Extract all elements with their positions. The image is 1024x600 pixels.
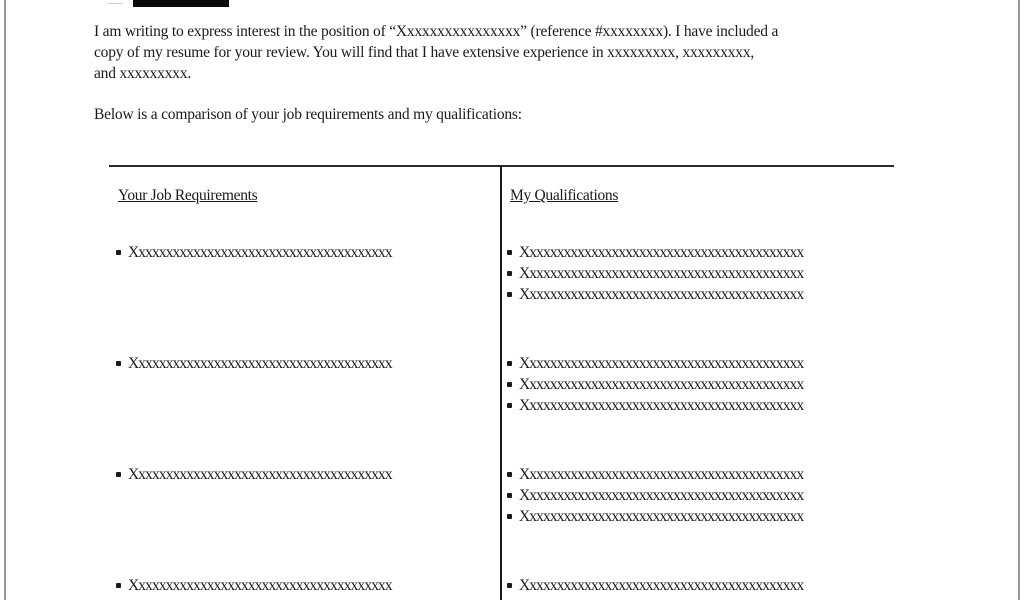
bullet-icon [507, 583, 512, 588]
qualification-text: Xxxxxxxxxxxxxxxxxxxxxxxxxxxxxxxxxxxxxxxxx [519, 487, 804, 504]
intro-line-2: copy of my resume for your review. You will find that I have extensive experience in xxxxxxxxx, xxxxxxxxx, [94, 44, 755, 61]
qualification-text: Xxxxxxxxxxxxxxxxxxxxxxxxxxxxxxxxxxxxxxxxx [519, 397, 804, 414]
requirement-text: Xxxxxxxxxxxxxxxxxxxxxxxxxxxxxxxxxxxxxx [128, 466, 392, 483]
table-column-divider [500, 166, 502, 600]
qualification-list-3 [507, 464, 803, 527]
list-item [507, 464, 803, 485]
bullet-icon [507, 361, 512, 366]
column-header-qualifications: My Qualifications [510, 187, 619, 204]
list-item [507, 395, 803, 416]
bullet-icon [507, 493, 512, 498]
list-item [507, 284, 803, 305]
bullet-icon [116, 472, 121, 477]
page-border-right [1018, 0, 1020, 600]
requirement-list-1 [116, 242, 392, 263]
qualification-text: Xxxxxxxxxxxxxxxxxxxxxxxxxxxxxxxxxxxxxxxxx [519, 355, 804, 372]
redacted-header-block [133, 0, 229, 7]
comparison-intro-text: Below is a comparison of your job requirements and my qualifications: [94, 106, 522, 123]
list-item [507, 374, 803, 395]
list-item [507, 242, 803, 263]
qualification-text: Xxxxxxxxxxxxxxxxxxxxxxxxxxxxxxxxxxxxxxxxx [519, 265, 804, 282]
requirement-text: Xxxxxxxxxxxxxxxxxxxxxxxxxxxxxxxxxxxxxx [128, 244, 392, 261]
bullet-icon [507, 382, 512, 387]
list-item [116, 353, 392, 374]
list-item [116, 575, 392, 596]
bullet-icon [507, 271, 512, 276]
requirement-text: Xxxxxxxxxxxxxxxxxxxxxxxxxxxxxxxxxxxxxx [128, 355, 392, 372]
bullet-icon [507, 403, 512, 408]
qualification-text: Xxxxxxxxxxxxxxxxxxxxxxxxxxxxxxxxxxxxxxxxx [519, 244, 804, 261]
qualification-list-1 [507, 242, 803, 305]
bullet-icon [507, 472, 512, 477]
qualification-text: Xxxxxxxxxxxxxxxxxxxxxxxxxxxxxxxxxxxxxxxxx [519, 286, 804, 303]
bullet-icon [116, 583, 121, 588]
page-border-left [4, 0, 6, 600]
list-item [507, 506, 803, 527]
requirement-list-2 [116, 353, 392, 374]
qualification-list-4 [507, 575, 803, 596]
bullet-icon [507, 250, 512, 255]
list-item [116, 464, 392, 485]
list-item [507, 353, 803, 374]
intro-line-1: I am writing to express interest in the position of “Xxxxxxxxxxxxxxxx” (reference #xxxxxxxx). I have included a [94, 23, 779, 40]
qualification-text: Xxxxxxxxxxxxxxxxxxxxxxxxxxxxxxxxxxxxxxxxx [519, 508, 804, 525]
bullet-icon [116, 361, 121, 366]
intro-line-3: and xxxxxxxxx. [94, 65, 192, 82]
requirement-text: Xxxxxxxxxxxxxxxxxxxxxxxxxxxxxxxxxxxxxx [128, 577, 392, 594]
qualification-text: Xxxxxxxxxxxxxxxxxxxxxxxxxxxxxxxxxxxxxxxxx [519, 376, 804, 393]
requirement-list-4 [116, 575, 392, 596]
requirement-list-3 [116, 464, 392, 485]
qualification-text: Xxxxxxxxxxxxxxxxxxxxxxxxxxxxxxxxxxxxxxxxx [519, 577, 804, 594]
list-item [507, 263, 803, 284]
bullet-icon [116, 250, 121, 255]
intro-paragraph [94, 21, 934, 84]
bullet-icon [507, 292, 512, 297]
qualification-list-2 [507, 353, 803, 416]
qualification-text: Xxxxxxxxxxxxxxxxxxxxxxxxxxxxxxxxxxxxxxxxx [519, 466, 804, 483]
list-item [507, 485, 803, 506]
bullet-icon [507, 514, 512, 519]
header-dash [108, 3, 122, 4]
column-header-requirements: Your Job Requirements [118, 187, 258, 204]
list-item [116, 242, 392, 263]
comparison-intro [94, 104, 934, 125]
list-item [507, 575, 803, 596]
